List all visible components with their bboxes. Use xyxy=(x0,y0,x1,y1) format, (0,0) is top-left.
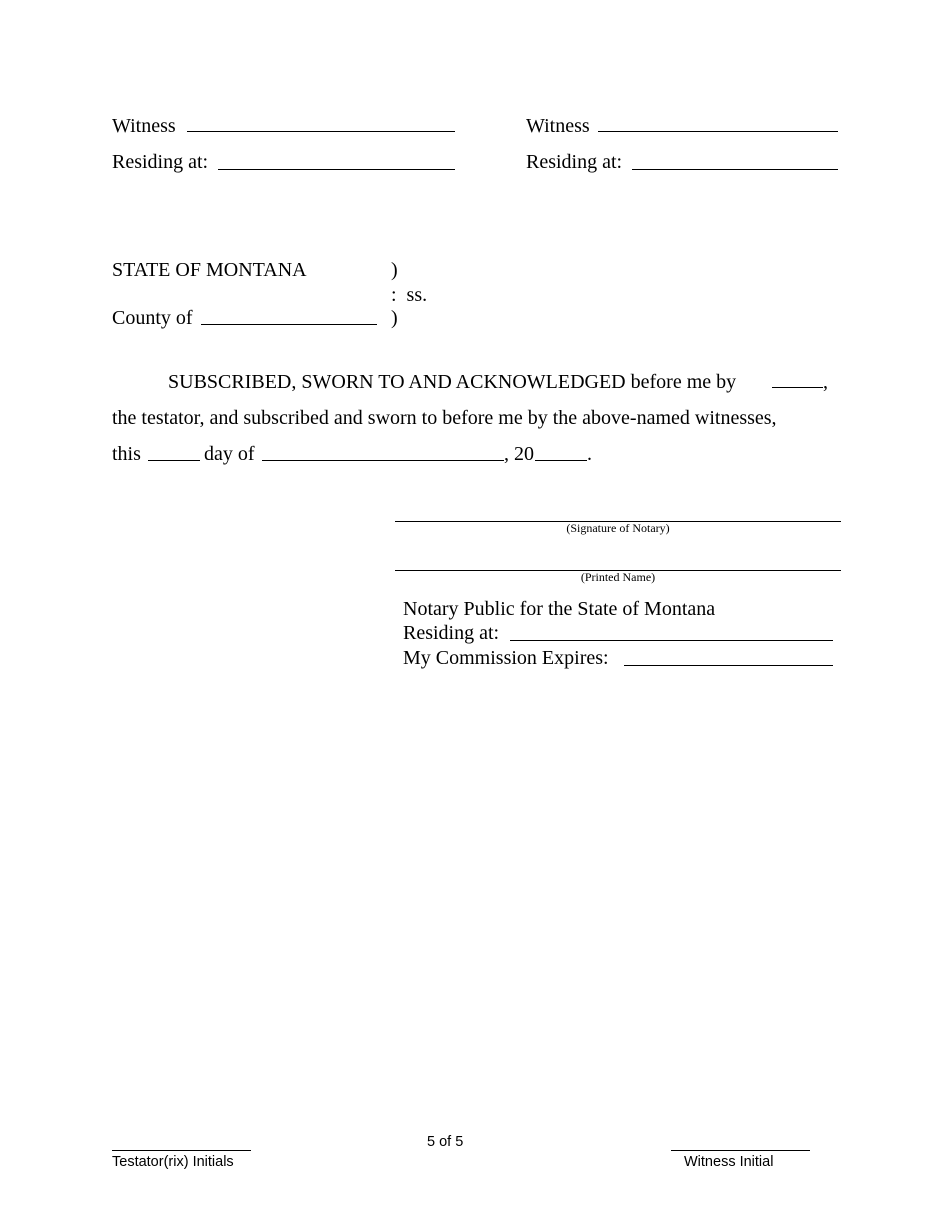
paren-top: ) xyxy=(391,259,398,281)
ss-mark: : ss. xyxy=(391,284,428,306)
year-prefix: , 20 xyxy=(504,443,534,465)
notary-residing-label: Residing at: xyxy=(403,622,500,644)
county-line[interactable] xyxy=(201,324,377,325)
year-line[interactable] xyxy=(535,460,587,461)
witness-label: Witness xyxy=(526,115,590,137)
page-number: 5 of 5 xyxy=(427,1134,464,1150)
testator-name-line[interactable] xyxy=(772,387,823,388)
acknowledgment-line-2: the testator, and subscribed and sworn to before me by the above-named witnesses, xyxy=(112,407,777,429)
testator-initials-line[interactable] xyxy=(112,1150,251,1151)
acknowledgment-line-1: SUBSCRIBED, SWORN TO AND ACKNOWLEDGED before me by xyxy=(168,371,737,393)
day-of-label: day of xyxy=(204,443,255,465)
notary-title: Notary Public for the State of Montana xyxy=(403,598,716,620)
testator-initials-label: Testator(rix) Initials xyxy=(112,1154,234,1170)
this-label: this xyxy=(112,443,141,465)
witness-initial-label: Witness Initial xyxy=(684,1154,774,1170)
witness-signature-line[interactable] xyxy=(187,131,455,132)
residing-at-label: Residing at: xyxy=(112,151,209,173)
paren-bottom: ) xyxy=(391,307,398,329)
witness-initial-line[interactable] xyxy=(671,1150,810,1151)
residing-at-line[interactable] xyxy=(632,169,838,170)
signature-caption: (Signature of Notary) xyxy=(566,521,670,535)
residing-at-label: Residing at: xyxy=(526,151,623,173)
month-line[interactable] xyxy=(262,460,504,461)
witness-label: Witness xyxy=(112,115,176,137)
printed-name-caption: (Printed Name) xyxy=(580,570,656,584)
county-label: County of xyxy=(112,307,193,329)
state-name: STATE OF MONTANA xyxy=(112,259,307,281)
day-line[interactable] xyxy=(148,460,200,461)
residing-at-line[interactable] xyxy=(218,169,455,170)
notary-residing-line[interactable] xyxy=(510,640,833,641)
period: . xyxy=(587,443,592,465)
commission-expires-label: My Commission Expires: xyxy=(403,647,609,669)
comma: , xyxy=(823,371,828,393)
commission-expires-line[interactable] xyxy=(624,665,833,666)
witness-signature-line[interactable] xyxy=(598,131,838,132)
